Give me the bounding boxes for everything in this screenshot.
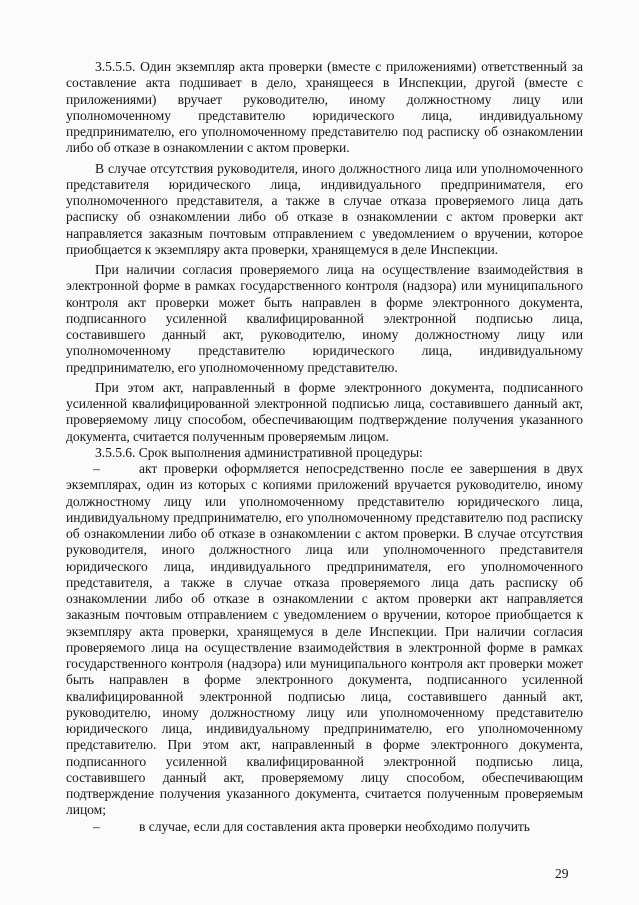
bullet-item: [66, 819, 583, 835]
paragraph-electronic-receipt: При этом акт, направленный в форме электронного документа, подписанного усиленной квалифицированной электронной подписью лица, составившего данный акт, проверяемому лицу способом, обеспечивающим подтверждение получения указанного документа, считается полученным проверяемым лицом.: [66, 379, 583, 444]
paragraph-electronic-consent: При наличии согласия проверяемого лица на осуществление взаимодействия в электронной форме в рамках государственного контроля (надзора) или муниципального контроля акт проверки может быть направлен в форме электронного документа, подписанного усиленной квалифицированной электронной подписью лица, составившего данный акт, руководителю, иному должностному лицу или уполномоченному представителю юридического лица, индивидуальному предпринимателю, его уполномоченному представителю.: [66, 262, 583, 375]
bullet-item: [66, 461, 583, 819]
bullet-dash: –: [93, 461, 100, 476]
paragraph-absence-case: В случае отсутствия руководителя, иного должностного лица или уполномоченного представителя юридического лица, индивидуального предпринимателя, его уполномоченного представителя, а также в случае отказа проверяемого лица дать расписку об ознакомлении либо об отказе в ознакомлении с актом проверки акт направляется заказным почтовым отправлением с уведомлением о вручении, которое приобщается к экземпляру акта проверки, хранящемуся в деле Инспекции.: [66, 160, 583, 257]
bullet-dash: –: [93, 818, 100, 834]
paragraph-3-5-5-5: 3.5.5.5. Один экземпляр акта проверки (вместе с приложениями) ответственный за составление акта подшивает в дело, хранящееся в Инспекции, другой (вместе с приложениями) вручает руководителю, иному должностному лицу или уполномоченному представителю юридического лица, индивидуальному предпринимателю, его уполномоченному представителю под расписку об ознакомлении либо об отказе в ознакомлении с актом проверки.: [66, 59, 583, 156]
paragraph-3-5-5-6-heading: 3.5.5.6. Срок выполнения административной процедуры:: [95, 444, 423, 460]
document-body: [66, 59, 583, 835]
page-number: 29: [555, 866, 569, 881]
bullet-text: в случае, если для составления акта проверки необходимо получить: [139, 818, 530, 834]
bullet-text: акт проверки оформляется непосредственно после ее завершения в двух экземплярах, один из которых с копиями приложений вручается руководителю, иному должностному лицу или уполномоченному представителю юридического лица, индивидуальному предпринимателю, его уполномоченному представителю под расписку об ознакомлении либо об отказе в ознакомлении с актом проверки. В случае отсутствия руководителя, иного должностного лица или уполномоченного представителя юридического лица, индивидуального предпринимателя, его уполномоченного представителя, а также в случае отказа проверяемого лица дать расписку об ознакомлении либо об отказе в ознакомлении с актом проверки акт направляется заказным почтовым отправлением с уведомлением о вручении, которое приобщается к экземпляру акта проверки, хранящемуся в деле Инспекции. При наличии согласия проверяемого лица на осуществление взаимодействия в электронной форме в рамках государственного контроля (надзора) или муниципального контроля акт проверки может быть направлен в форме электронного документа, подписанного усиленной квалифицированной электронной подписью лица, составившего данный акт, руководителю, иному должностному лицу или уполномоченному представителю юридического лица, индивидуальному предпринимателю, его уполномоченному представителю. При этом акт, направленный в форме электронного документа, подписанного усиленной квалифицированной электронной подписью лица, составившего данный акт, проверяемому лицу способом, обеспечивающим подтверждение получения указанного документа, считается полученным проверяемым лицом;: [66, 461, 583, 818]
